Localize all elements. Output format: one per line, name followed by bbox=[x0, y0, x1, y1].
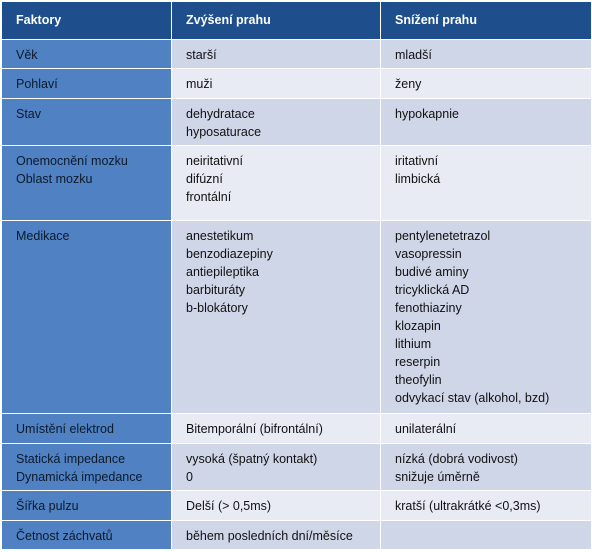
decrease-cell bbox=[381, 414, 592, 443]
cell-line: Stav bbox=[16, 106, 42, 121]
cell-line: Oblast mozku bbox=[16, 172, 93, 187]
cell-line: budivé aminy bbox=[395, 265, 469, 280]
cell-line: starší bbox=[186, 48, 217, 62]
table-row bbox=[2, 414, 592, 443]
cell-line: Šířka pulzu bbox=[16, 499, 79, 514]
factor-cell bbox=[2, 146, 172, 221]
table-row bbox=[2, 443, 592, 491]
table-row bbox=[2, 69, 592, 98]
cell-line: frontální bbox=[186, 190, 232, 205]
cell-line: benzodiazepiny bbox=[186, 247, 273, 262]
cell-line: odvykací stav (alkohol, bzd) bbox=[395, 391, 550, 406]
increase-cell bbox=[172, 221, 381, 414]
table-row bbox=[2, 520, 592, 549]
cell-line: antiepileptika bbox=[186, 265, 259, 280]
increase-cell bbox=[172, 146, 381, 221]
cell-line: pentylenetetrazol bbox=[395, 229, 491, 244]
cell-line: nízká (dobrá vodivost) bbox=[395, 451, 518, 466]
increase-cell bbox=[172, 69, 381, 98]
decrease-cell bbox=[381, 146, 592, 221]
table-row bbox=[2, 98, 592, 146]
cell-line: Delší (> 0,5ms) bbox=[186, 499, 272, 514]
factor-cell bbox=[2, 414, 172, 443]
cell-line: mladší bbox=[395, 48, 432, 62]
cell-line: b-blokátory bbox=[186, 301, 248, 316]
table-row bbox=[2, 221, 592, 414]
cell-line: theofylin bbox=[395, 373, 442, 388]
factor-cell bbox=[2, 221, 172, 414]
increase-cell bbox=[172, 443, 381, 491]
cell-line: Pohlaví bbox=[16, 77, 58, 92]
increase-cell bbox=[172, 414, 381, 443]
increase-cell bbox=[172, 491, 381, 520]
decrease-cell bbox=[381, 69, 592, 98]
table-row bbox=[2, 146, 592, 221]
cell-line: tricyklická AD bbox=[395, 283, 470, 298]
factor-cell bbox=[2, 40, 172, 69]
factor-cell bbox=[2, 491, 172, 520]
cell-line: Bitemporální (bifrontální) bbox=[186, 422, 323, 437]
increase-cell bbox=[172, 520, 381, 549]
cell-line: hyposaturace bbox=[186, 124, 262, 139]
header-factors: Faktory bbox=[2, 2, 172, 40]
cell-line: klozapin bbox=[395, 319, 441, 334]
table-row bbox=[2, 40, 592, 69]
cell-line: vysoká (špatný kontakt) bbox=[186, 451, 318, 466]
cell-line: Medikace bbox=[16, 229, 70, 244]
cell-line: během posledních dní/měsíce bbox=[186, 528, 353, 543]
cell-line: neiritativní bbox=[186, 154, 243, 169]
factor-cell bbox=[2, 520, 172, 549]
cell-line: difúzní bbox=[186, 172, 223, 187]
cell-line: lithium bbox=[395, 337, 432, 352]
factor-cell bbox=[2, 443, 172, 491]
cell-line: Onemocnění mozku bbox=[16, 154, 128, 169]
cell-line: dehydratace bbox=[186, 106, 255, 121]
decrease-cell bbox=[381, 98, 592, 146]
cell-line: limbická bbox=[395, 172, 441, 187]
cell-line: snižuje úměrně bbox=[395, 469, 480, 484]
cell-line: Umístění elektrod bbox=[16, 422, 114, 437]
seizure-threshold-table bbox=[1, 1, 592, 550]
factor-cell bbox=[2, 98, 172, 146]
decrease-cell bbox=[381, 221, 592, 414]
cell-line: Statická impedance bbox=[16, 451, 126, 466]
cell-line: fenothiaziny bbox=[395, 301, 462, 316]
cell-line: iritativní bbox=[395, 154, 439, 169]
cell-line: ženy bbox=[395, 77, 422, 92]
cell-line: anestetikum bbox=[186, 229, 254, 244]
header-threshold-decrease: Snížení prahu bbox=[381, 2, 592, 40]
decrease-cell bbox=[381, 40, 592, 69]
cell-line: 0 bbox=[186, 469, 193, 484]
factor-cell bbox=[2, 69, 172, 98]
cell-line: Dynamická impedance bbox=[16, 469, 143, 484]
cell-line: kratší (ultrakrátké <0,3ms) bbox=[395, 499, 541, 514]
increase-cell bbox=[172, 40, 381, 69]
decrease-cell bbox=[381, 520, 592, 549]
header-row bbox=[2, 2, 592, 40]
cell-line: vasopressin bbox=[395, 247, 462, 262]
cell-line: hypokapnie bbox=[395, 106, 459, 121]
decrease-cell bbox=[381, 491, 592, 520]
increase-cell bbox=[172, 98, 381, 146]
cell-line: muži bbox=[186, 77, 213, 92]
header-threshold-increase: Zvýšení prahu bbox=[172, 2, 381, 40]
table-row bbox=[2, 491, 592, 520]
cell-line: unilaterální bbox=[395, 422, 457, 437]
cell-line: reserpin bbox=[395, 355, 441, 370]
cell-line: barbituráty bbox=[186, 283, 246, 298]
cell-line: Věk bbox=[16, 48, 38, 62]
cell-line: Četnost záchvatů bbox=[16, 528, 113, 543]
decrease-cell bbox=[381, 443, 592, 491]
